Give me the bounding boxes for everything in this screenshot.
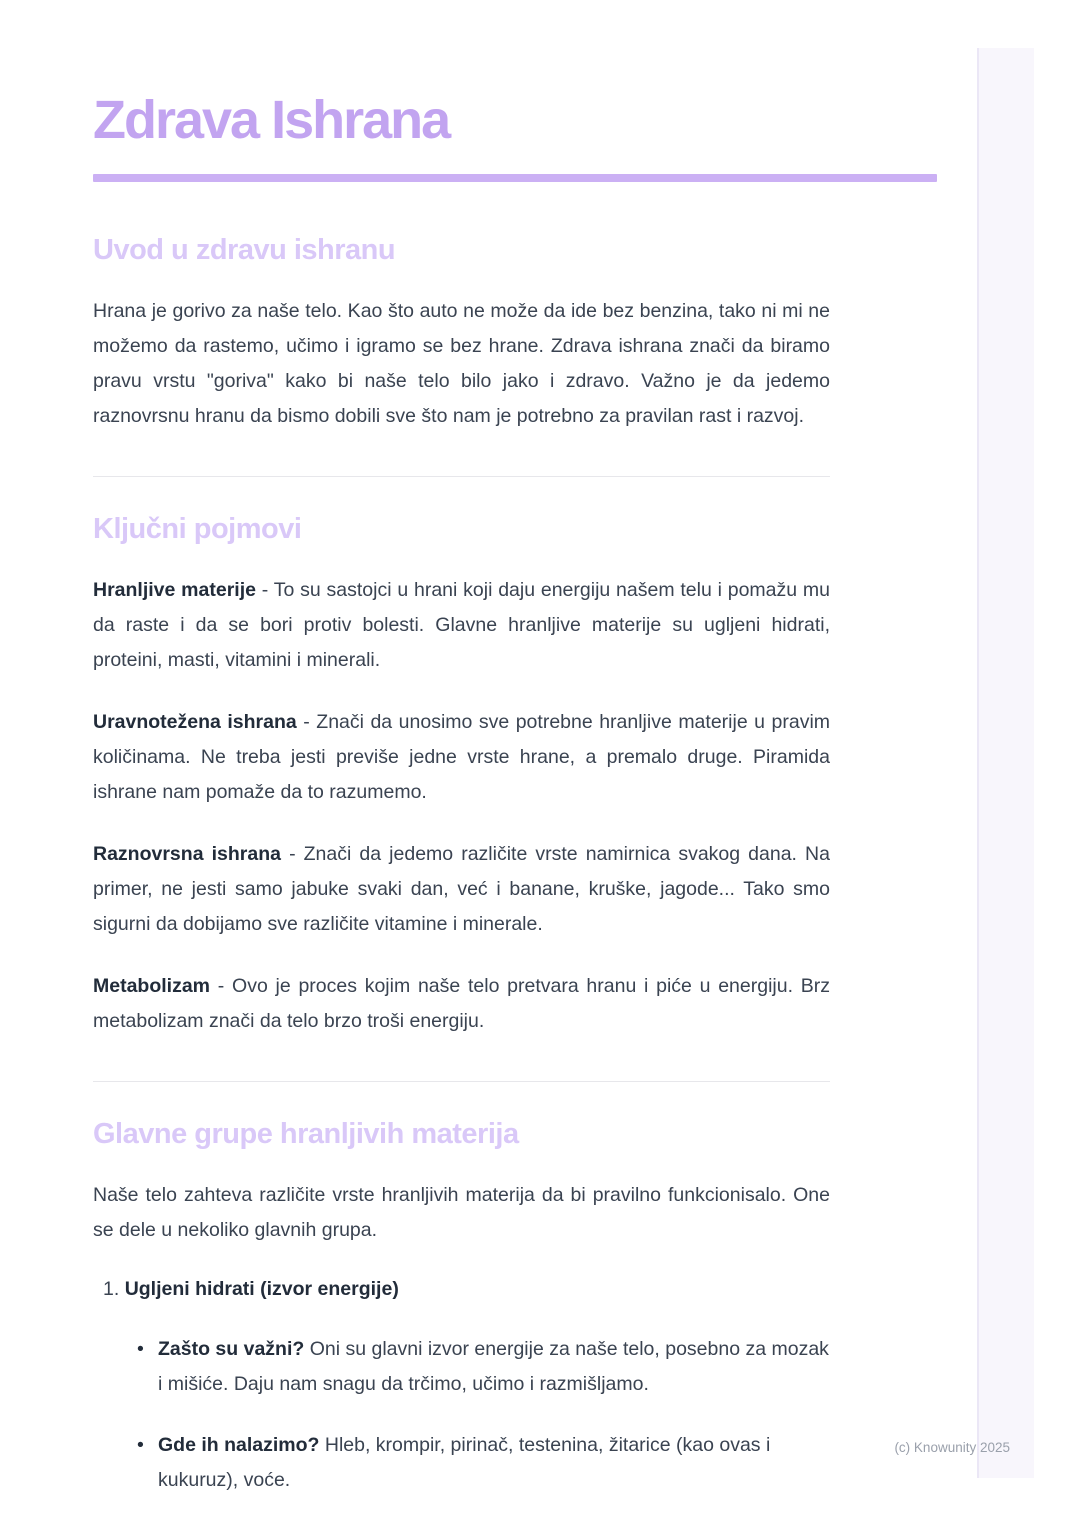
bullet-dot: • — [137, 1434, 144, 1457]
term-name: Raznovrsna ishrana — [93, 843, 281, 866]
section-heading-groups: Glavne grupe hranljivih materija — [93, 1118, 519, 1151]
term-definition — [93, 969, 830, 1039]
bullet-item — [137, 1428, 830, 1498]
bullet-item — [137, 1332, 830, 1402]
intro-paragraph: Hrana je gorivo za naše telo. Kao što auto ne može da ide bez benzina, tako ni mi ne možemo da rastemo, učimo i igramo se bez hrane. Zdrava ishrana znači da biramo pravu vrstu "goriva" kako bi naše telo bilo jako i zdravo. Važno je da jedemo raznovrsnu hranu da bismo dobili sve što nam je potrebno za pravilan rast i razvoj. — [93, 300, 830, 428]
term-name: Hranljive materije — [93, 579, 256, 602]
term-definition — [93, 837, 830, 942]
list-item-title: Ugljeni hidrati (izvor energije) — [124, 1278, 399, 1301]
list-item — [103, 1274, 830, 1304]
section-heading-key-terms: Ključni pojmovi — [93, 513, 302, 546]
bullet-label: Zašto su važni? — [158, 1338, 305, 1361]
groups-paragraph: Naše telo zahteva različite vrste hranljivih materija da bi pravilno funkcionisalo. One se dele u nekoliko glavnih grupa. — [93, 1184, 830, 1242]
page-edge-bar — [977, 48, 1034, 1478]
term-definition — [93, 705, 830, 810]
bullet-dot: • — [137, 1338, 144, 1361]
copyright-footer: (c) Knowunity 2025 — [894, 1440, 1010, 1455]
term-name: Uravnotežena ishrana — [93, 711, 297, 734]
section-heading-intro: Uvod u zdravu ishranu — [93, 234, 396, 267]
term-text: Znači da jedemo različite vrste namirnica svakog dana. Na primer, ne jesti samo jabuke svaki dan, već i banane, kruške, jagode... Tako smo sigurni da dobijamo sve različite vitamine i minerale. — [93, 843, 830, 936]
term-separator: - — [217, 975, 225, 998]
section-divider — [93, 1081, 830, 1082]
term-text: Znači da unosimo sve potrebne hranljive materije u pravim količinama. Ne treba jesti previše jedne vrste hrane, a premalo druge. Piramida ishrane nam pomaže da to razumemo. — [93, 711, 831, 804]
term-name: Metabolizam — [93, 975, 211, 998]
title-underline-rule — [93, 174, 937, 182]
term-separator: - — [261, 579, 269, 602]
bullet-description: Hleb, krompir, pirinač, testenina, žitarice (kao ovas i kukuruz), voće. — [158, 1434, 771, 1492]
term-definition — [93, 573, 830, 678]
document-page — [93, 0, 830, 1498]
bullet-label: Gde ih nalazimo? — [158, 1434, 320, 1457]
term-separator: - — [303, 711, 310, 734]
list-item-number: 1. — [103, 1278, 120, 1301]
bullet-list — [137, 1332, 830, 1498]
bullet-description: Oni su glavni izvor energije za naše telo, posebno za mozak i mišiće. Daju nam snagu da trčimo, učimo i razmišljamo. — [158, 1338, 829, 1396]
section-divider — [93, 476, 830, 477]
bullet-text — [158, 1332, 830, 1402]
term-text: Ovo je proces kojim naše telo pretvara hranu i piće u energiju. Brz metabolizam znači da telo brzo troši energiju. — [93, 975, 831, 1033]
page-title: Zdrava Ishrana — [93, 90, 450, 150]
term-text: To su sastojci u hrani koji daju energiju našem telu i pomažu mu da raste i da se bori protiv bolesti. Glavne hranljive materije su ugljeni hidrati, proteini, masti, vitamini i minerali. — [93, 579, 830, 672]
nutrient-groups-list — [93, 1274, 830, 1498]
bullet-text — [158, 1428, 830, 1498]
term-separator: - — [289, 843, 296, 866]
